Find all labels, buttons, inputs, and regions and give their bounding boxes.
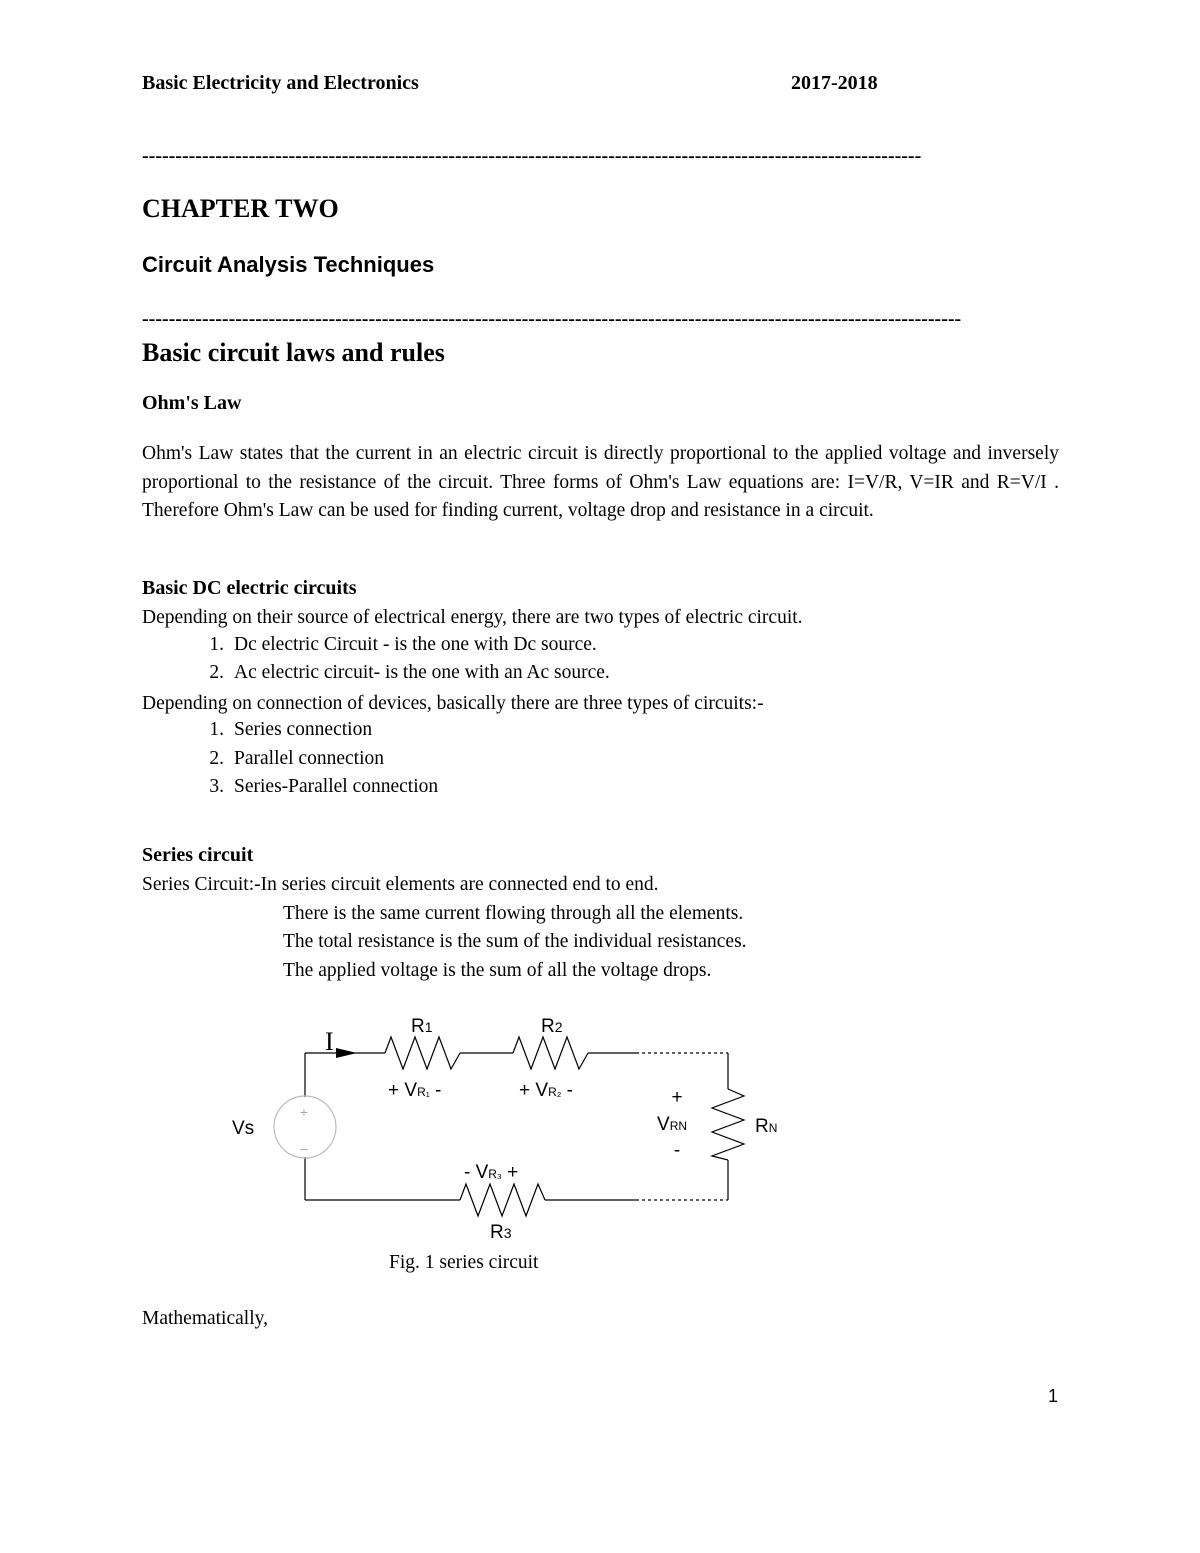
page-number: 1 [1048, 1386, 1059, 1406]
resistor-r2-zigzag [513, 1037, 588, 1069]
dc-intro-1: Depending on their source of electrical energy, there are two types of electric circuit. [142, 607, 803, 628]
figure-caption: Fig. 1 series circuit [389, 1252, 539, 1273]
r1-voltage-drop: + VR₁ - [388, 1080, 442, 1101]
series-line-3: The total resistance is the sum of the individual resistances. [283, 931, 747, 952]
resistor-r3-zigzag [460, 1184, 545, 1216]
separator-line: --------------------------------------------------------------------------------------------------------------------------- [142, 308, 962, 330]
source-label: Vs [232, 1118, 255, 1139]
resistor-rn-zigzag [712, 1089, 744, 1160]
dc-intro-2: Depending on connection of devices, basically there are three types of circuits:- [142, 693, 764, 714]
rn-label: RN [755, 1116, 778, 1137]
r3-label: R3 [490, 1222, 512, 1243]
list-item-text: Parallel connection [234, 748, 384, 769]
rn-voltage-label: VRN [657, 1114, 688, 1135]
rn-minus-sign: - [673, 1140, 681, 1161]
ohms-law-paragraph: Ohm's Law states that the current in an electric circuit is directly proportional to the applied voltage and inversely proportional to the resistance of the circuit. Three forms of Ohm's Law equations are: I=V/R, V=IR and R=V/I . Therefore Ohm's Law can be used for finding current, voltage drop and resistance in a circuit. [142, 443, 1059, 521]
series-line-1: Series Circuit:-In series circuit elements are connected end to end. [142, 874, 659, 895]
list-item-text: Series-Parallel connection [234, 776, 439, 797]
dc-circuits-heading: Basic DC electric circuits [142, 577, 357, 599]
r3-voltage-drop: - VR₃ + [464, 1162, 519, 1183]
rn-plus-sign: + [671, 1087, 683, 1108]
separator-line: --------------------------------------------------------------------------------------------------------------------- [142, 145, 922, 167]
list-item-number: 3. [209, 776, 224, 797]
header-year: 2017-2018 [791, 72, 878, 94]
header-title: Basic Electricity and Electronics [142, 72, 419, 94]
chapter-title: CHAPTER TWO [142, 194, 339, 223]
list-item-number: 1. [209, 719, 224, 740]
source-minus-sign: – [300, 1140, 308, 1156]
resistor-r1-zigzag [385, 1037, 460, 1069]
list-item-number: 2. [209, 748, 224, 769]
list-item-text: Dc electric Circuit - is the one with Dc source. [234, 634, 597, 655]
chapter-subtitle: Circuit Analysis Techniques [142, 252, 435, 277]
series-line-4: The applied voltage is the sum of all the voltage drops. [283, 960, 712, 981]
current-label: I [325, 1027, 334, 1056]
section-title: Basic circuit laws and rules [142, 338, 445, 367]
series-heading: Series circuit [142, 844, 254, 866]
source-plus-sign: + [299, 1104, 309, 1120]
mathematically-text: Mathematically, [142, 1308, 268, 1329]
list-item-text: Series connection [234, 719, 373, 740]
series-line-2: There is the same current flowing through all the elements. [283, 903, 744, 924]
current-arrow-icon [336, 1048, 357, 1058]
r2-voltage-drop: + VR₂ - [519, 1080, 573, 1101]
list-item-number: 2. [209, 662, 224, 683]
list-item-number: 1. [209, 634, 224, 655]
r1-label: R1 [411, 1016, 433, 1037]
ohms-law-heading: Ohm's Law [142, 392, 242, 414]
r2-label: R2 [541, 1016, 563, 1037]
list-item-text: Ac electric circuit- is the one with an Ac source. [234, 662, 610, 683]
